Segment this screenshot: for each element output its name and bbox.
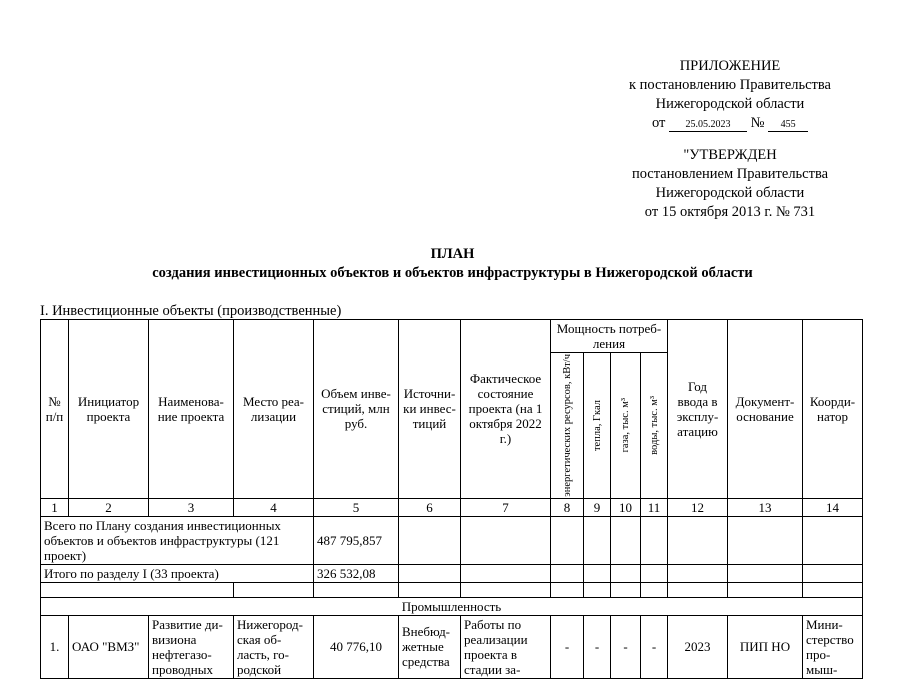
header-capacity-group: Мощность потреб-ления — [551, 320, 668, 353]
date-number-line — [600, 114, 860, 133]
empty-cell — [803, 582, 863, 597]
row-state: Работы по реализации проекта в стадии за- — [461, 615, 551, 678]
empty-cell — [234, 582, 314, 597]
section-total-value: 326 532,08 — [314, 564, 399, 582]
empty-cell — [641, 516, 668, 564]
empty-cell — [399, 564, 461, 582]
category-row — [41, 597, 863, 615]
empty-cell — [668, 564, 728, 582]
row-location: Нижегород-ская об-ласть, го-родской — [234, 615, 314, 678]
empty-cell — [584, 564, 611, 582]
plan-table — [40, 319, 863, 679]
header-energy: энергетических ресурсов, кВт/ч — [561, 354, 573, 497]
empty-row — [41, 582, 863, 597]
total-value: 487 795,857 — [314, 516, 399, 564]
table-row — [41, 615, 863, 678]
column-number: 5 — [314, 498, 399, 516]
empty-cell — [551, 516, 584, 564]
empty-cell — [641, 564, 668, 582]
header-gas-cell — [611, 353, 641, 499]
header-heat: тепла, Гкал — [591, 399, 603, 451]
column-number: 2 — [69, 498, 149, 516]
approved-by-label: постановлением Правительства — [631, 166, 829, 182]
header-state: Фактическое состояние проекта (на 1 октября 2022 г.) — [461, 320, 551, 499]
column-number: 7 — [461, 498, 551, 516]
column-number: 12 — [668, 498, 728, 516]
row-coordinator: Мини-стерство про-мыш- — [803, 615, 863, 678]
empty-cell — [803, 516, 863, 564]
header-initiator: Инициатор проекта — [69, 320, 149, 499]
row-year: 2023 — [668, 615, 728, 678]
header-document: Документ-основание — [728, 320, 803, 499]
empty-cell — [728, 582, 803, 597]
row-name: Развитие ди-визиона нефтегазо-проводных — [149, 615, 234, 678]
empty-cell — [41, 582, 234, 597]
header-sources: Источни-ки инвес-тиций — [399, 320, 461, 499]
total-row — [41, 516, 863, 564]
empty-cell — [584, 516, 611, 564]
column-number: 10 — [611, 498, 641, 516]
header-num: № п/п — [41, 320, 69, 499]
row-gas: - — [611, 615, 641, 678]
header-volume: Объем инве-стиций, млн руб. — [314, 320, 399, 499]
empty-cell — [461, 582, 551, 597]
row-energy: - — [551, 615, 584, 678]
row-sources: Внебюд-жетные средства — [399, 615, 461, 678]
empty-cell — [399, 582, 461, 597]
column-number: 3 — [149, 498, 234, 516]
column-number: 13 — [728, 498, 803, 516]
row-heat: - — [584, 615, 611, 678]
empty-cell — [668, 516, 728, 564]
from-label: от — [651, 115, 666, 131]
category-label: Промышленность — [41, 597, 863, 615]
empty-cell — [611, 516, 641, 564]
appendix-label: ПРИЛОЖЕНИЕ — [679, 58, 781, 74]
plan-subtitle: создания инвестиционных объектов и объектов инфраструктуры в Нижегородской области — [152, 265, 753, 281]
empty-cell — [314, 582, 399, 597]
header-row-1 — [41, 320, 863, 353]
empty-cell — [611, 582, 641, 597]
to-resolution-label: к постановлению Правительства — [629, 77, 831, 93]
column-number: 8 — [551, 498, 584, 516]
header-coordinator: Коорди-натор — [803, 320, 863, 499]
row-num: 1. — [41, 615, 69, 678]
approved-region-label: Нижегородской области — [655, 185, 805, 201]
row-water: - — [641, 615, 668, 678]
empty-cell — [584, 582, 611, 597]
header-water-cell — [641, 353, 668, 499]
column-number: 4 — [234, 498, 314, 516]
column-numbers-row — [41, 498, 863, 516]
empty-cell — [641, 582, 668, 597]
row-document: ПИП НО — [728, 615, 803, 678]
empty-cell — [461, 516, 551, 564]
empty-cell — [551, 582, 584, 597]
approved-label: "УТВЕРЖДЕН — [683, 147, 777, 163]
total-label: Всего по Плану создания инвестиционных объектов и объектов инфраструктуры (121 проект) — [41, 516, 314, 564]
row-volume: 40 776,10 — [314, 615, 399, 678]
region-label: Нижегородской области — [655, 96, 805, 112]
empty-cell — [728, 564, 803, 582]
section-total-label: Итого по разделу I (33 проекта) — [41, 564, 314, 582]
empty-cell — [728, 516, 803, 564]
empty-cell — [611, 564, 641, 582]
number-label: № — [750, 115, 765, 131]
column-number: 1 — [41, 498, 69, 516]
column-number: 9 — [584, 498, 611, 516]
resolution-date: 25.05.2023 — [669, 119, 747, 132]
header-year: Год ввода в эксплу-атацию — [668, 320, 728, 499]
section-heading: I. Инвестиционные объекты (производственные) — [40, 303, 342, 319]
column-number: 14 — [803, 498, 863, 516]
header-location: Место реа-лизации — [234, 320, 314, 499]
empty-cell — [399, 516, 461, 564]
section-total-row — [41, 564, 863, 582]
empty-cell — [551, 564, 584, 582]
plan-title: ПЛАН — [430, 246, 475, 262]
empty-cell — [803, 564, 863, 582]
header-gas: газа, тыс. м³ — [620, 398, 631, 453]
column-number: 6 — [399, 498, 461, 516]
column-number: 11 — [641, 498, 668, 516]
resolution-number: 455 — [768, 119, 808, 132]
header-name: Наименова-ние проекта — [149, 320, 234, 499]
empty-cell — [668, 582, 728, 597]
header-heat-cell — [584, 353, 611, 499]
empty-cell — [461, 564, 551, 582]
header-water: воды, тыс. м³ — [648, 395, 660, 455]
header-energy-cell — [551, 353, 584, 499]
approved-date-label: от 15 октября 2013 г. № 731 — [644, 204, 816, 220]
row-initiator: ОАО "ВМЗ" — [69, 615, 149, 678]
